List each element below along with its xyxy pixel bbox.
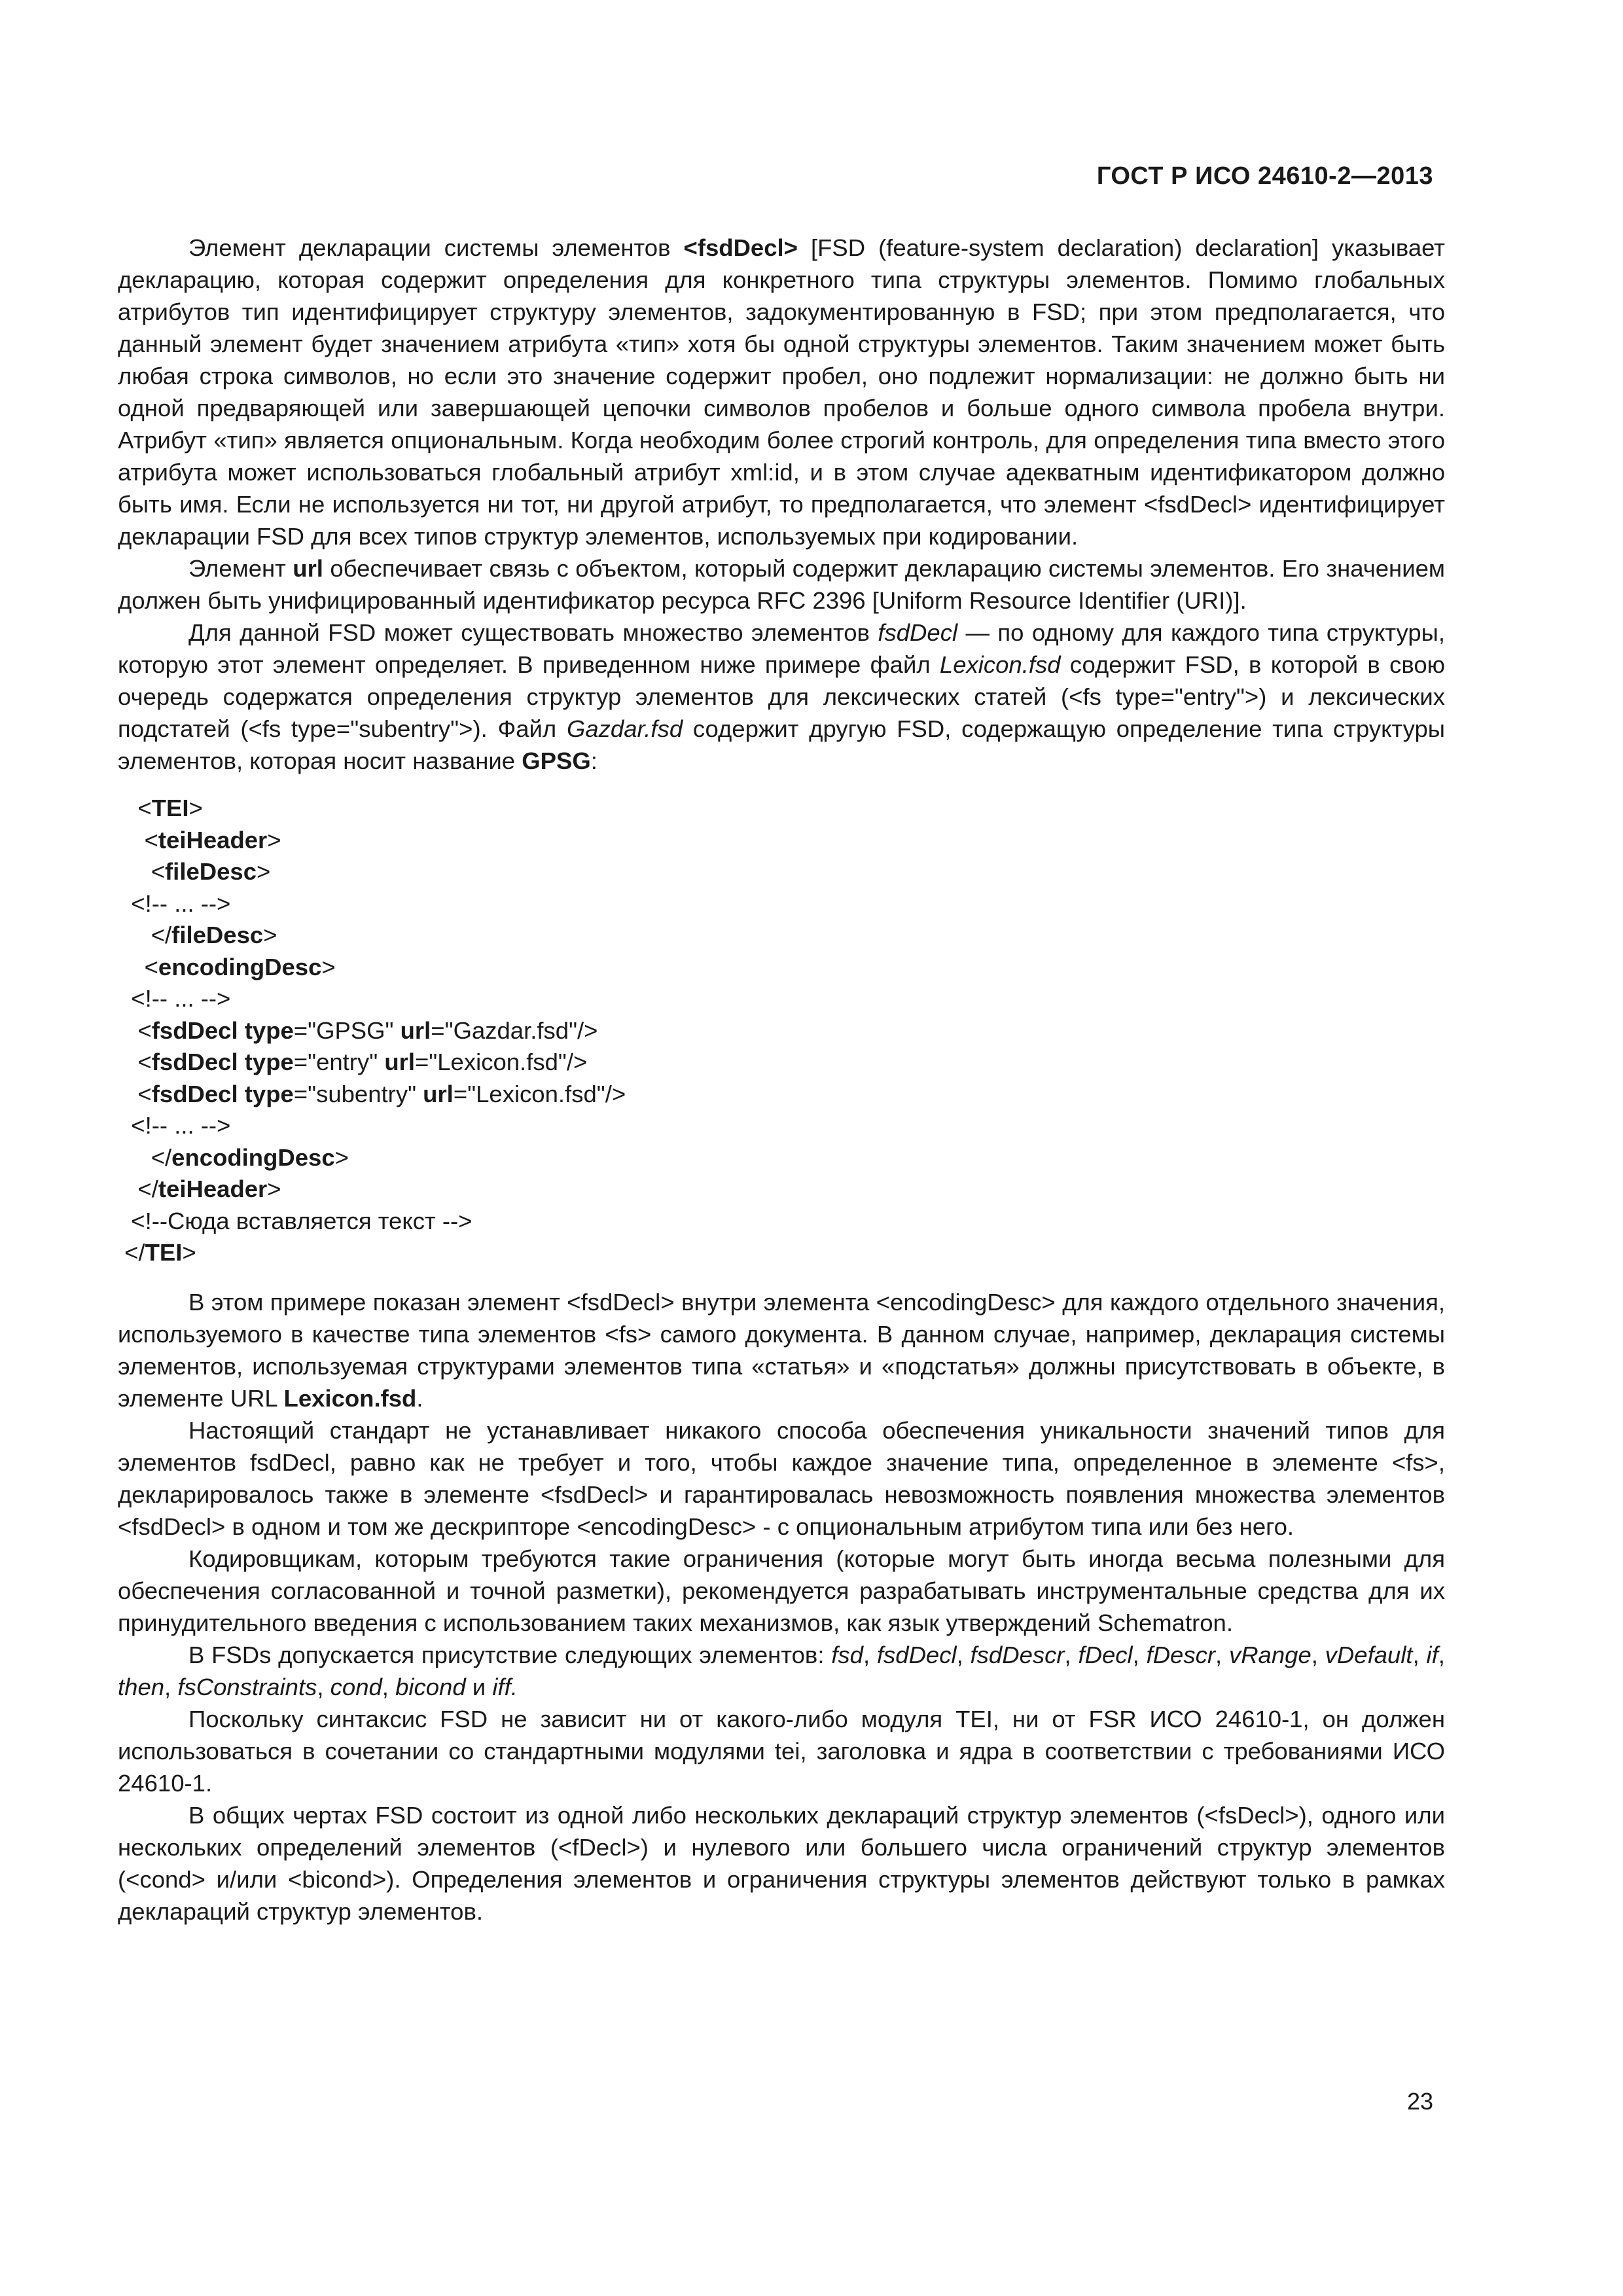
paragraph-url-element: Элемент url обеспечивает связь с объектом, который содержит декларацию системы элементов. Его значением должен быть унифицированный идентификатор ресурса RFC 2396 [Uniform Resource Identifier (URI)]. <box>118 555 1445 614</box>
xml-code-example <box>118 793 1445 1269</box>
code-line: <!-- ... --> <box>118 889 231 917</box>
code-line: <!--Сюда вставляется текст --> <box>118 1207 473 1234</box>
code-line: </teiHeader> <box>118 1175 281 1202</box>
term-url: url <box>293 555 323 582</box>
paragraph-fsddecl-definition: Элемент декларации системы элементов <fsdDecl> [FSD (feature-system declaration) declaration] указывает декларацию, которая содержит определения для конкретного типа структуры элементов. Помимо глобальных атрибутов тип идентифицирует структуру элементов, задокументированную в FSD; при этом предполагается, что данный элемент будет значением атрибута «тип» хотя бы одной структуры элементов. Таким значением может быть любая строка символов, но если это значение содержит пробел, оно подлежит нормализации: не должно быть ни одной предваряющей или завершающей цепочки символов пробелов и больше одного символа пробела внутри. Атрибут «тип» является опциональным. Когда необходим более строгий контроль, для определения типа вместо этого атрибута может использоваться глобальный атрибут xml:id, и в этом случае адекватным идентификатором должно быть имя. Если не используется ни тот, ни другой атрибут, то предполагается, что элемент <fsdDecl> идентифицирует декларации FSD для всех типов структур элементов, используемых при кодировании. <box>118 234 1445 550</box>
paragraph-multiple-fsd: Для данной FSD может существовать множество элементов fsdDecl — по одному для каждого типа структуры, которую этот элемент определяет. В приведенном ниже примере файл Lexicon.fsd содержит FSD, в которой в свою очередь содержатся определения структур элементов для лексических статей (<fs type="entry">) и лексических подстатей (<fs type="subentry">). Файл Gazdar.fsd содержит другую FSD, содержащую определение типа структуры элементов, которая носит название GPSG: <box>118 619 1445 774</box>
code-line: <TEI> <box>118 795 203 821</box>
code-line: <fileDesc> <box>118 858 271 885</box>
code-line: </fileDesc> <box>118 922 277 948</box>
paragraph-example-explanation: В этом примере показан элемент <fsdDecl> внутри элемента <encodingDesc> для каждого отдельного значения, используемого в качестве типа элементов <fs> самого документа. В данном случае, например, декларация системы элементов, используемая структурами элементов типа «статья» и «подстатья» должны присутствовать в объекте, в элементе URL Lexicon.fsd. <box>118 1288 1445 1412</box>
paragraph-uniqueness: Настоящий стандарт не устанавливает никакого способа обеспечения уникальности значений типов для элементов fsdDecl, равно как не требует и того, чтобы каждое значение типа, определенное в элементе <fs>, декларировалось также в элементе <fsdDecl> и гарантировалась невозможность появления множества элементов <fsdDecl> в одном и том же дескрипторе <encodingDesc> - с опциональным атрибутом типа или без него. <box>118 1416 1445 1540</box>
paragraph-syntax-independence: Поскольку синтаксис FSD не зависит ни от какого-либо модуля TEI, ни от FSR ИСО 24610-1, он должен использоваться в сочетании со стандартными модулями tei, заголовка и ядра в соответствии с требованиями ИСО 24610-1. <box>118 1705 1445 1797</box>
code-line: </TEI> <box>118 1239 196 1266</box>
body-text <box>118 232 1445 1928</box>
paragraph-fsd-structure: В общих чертах FSD состоит из одной либо нескольких деклараций структур элементов (<fsDecl>), одного или нескольких определений элементов (<fDecl>) и нулевого или большего числа ограничений структур элементов (<cond> и/или <bicond>). Определения элементов и ограничения структуры элементов действуют только в рамках деклараций структур элементов. <box>118 1801 1445 1925</box>
code-line: <fsdDecl type="entry" url="Lexicon.fsd"/> <box>118 1049 588 1075</box>
code-line: <teiHeader> <box>118 826 281 853</box>
paragraph-allowed-elements: В FSDs допускается присутствие следующих элементов: fsd, fsdDecl, fsdDescr, fDecl, fDescr, vRange, vDefault, if, then, fsConstraints, cond, bicond и iff. <box>118 1641 1445 1700</box>
term-fsddecl: <fsdDecl> <box>683 234 798 261</box>
term-lexicon-fsd: Lexicon.fsd <box>283 1384 417 1412</box>
document-code-header: ГОСТ Р ИСО 24610-2—2013 <box>1096 162 1433 190</box>
code-line: <!-- ... --> <box>118 1112 231 1139</box>
paragraph-coders: Кодировщикам, которым требуются такие ограничения (которые могут быть иногда весьма полезными для обеспечения согласованной и точной разметки), рекомендуется разрабатывать инструментальные средства для их принудительного введения с использованием таких механизмов, как язык утверждений Schematron. <box>118 1545 1445 1636</box>
code-line: <fsdDecl type="subentry" url="Lexicon.fsd"/> <box>118 1080 626 1107</box>
code-line: <fsdDecl type="GPSG" url="Gazdar.fsd"/> <box>118 1016 598 1044</box>
code-line: <encodingDesc> <box>118 953 336 980</box>
page-number: 23 <box>1406 2088 1433 2115</box>
term-gpsg: GPSG <box>522 747 591 774</box>
code-line: </encodingDesc> <box>118 1143 349 1171</box>
code-line: <!-- ... --> <box>118 985 231 1012</box>
